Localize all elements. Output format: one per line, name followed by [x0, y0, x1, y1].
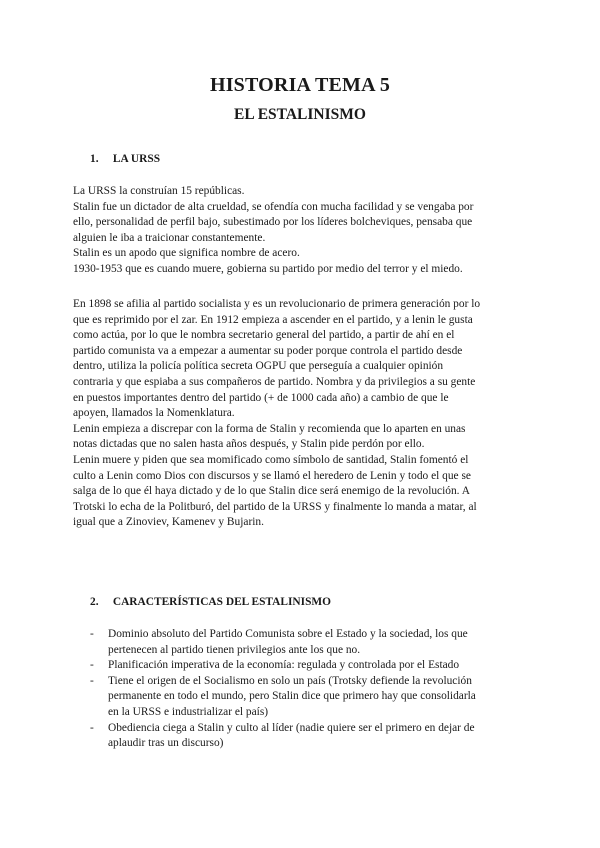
text-line: 1930-1953 que es cuando muere, gobierna su partido por medio del terror y el miedo.	[73, 262, 463, 275]
list-item	[90, 627, 530, 658]
section-1-paragraph-2	[73, 297, 533, 531]
dash-bullet: -	[90, 628, 94, 640]
text-line: en la URSS e industrializar el país)	[108, 705, 269, 718]
text-line: apoyen, llamados la Nomenklatura.	[73, 407, 235, 420]
text-line: ello, personalidad de perfil bajo, subestimado por los líderes bolcheviques, pensaba que	[73, 216, 473, 229]
section-2-heading	[90, 596, 331, 608]
text-line: Stalin fue un dictador de alta crueldad, se ofendía con mucha facilidad y se vengaba por	[73, 200, 474, 213]
section-2-title: CARACTERÍSTICAS DEL ESTALINISMO	[112, 596, 332, 608]
list-item	[90, 674, 530, 721]
text-line: alguien le iba a traicionar constantemente.	[73, 231, 266, 244]
text-line: notas dictadas que no salen hasta años después, y Stalin pide perdón por ello.	[73, 438, 425, 451]
text-line: Dominio absoluto del Partido Comunista sobre el Estado y la sociedad, los que	[108, 628, 468, 640]
text-line: como actúa, por lo que le nombra secretario general del partido, a partir de ahí en el	[73, 329, 455, 342]
text-line: que es reprimido por el zar. En 1912 empieza a ascender en el partido, y a lenin le gusta	[73, 313, 473, 326]
text-line: culto a Lenin como Dios con discursos y se llamó el heredero de Lenin y todo el que se	[73, 469, 471, 482]
text-line: partido comunista va a empezar a aumentar su poder porque controla el partido desde	[73, 344, 463, 357]
text-line: aplaudir tras un discurso)	[108, 737, 224, 750]
dash-bullet: -	[90, 659, 94, 672]
text-line: igual que a Zinoviev, Kamenev y Bujarin.	[73, 516, 264, 529]
text-line: permanente en todo el mundo, pero Stalin dice que primero hay que consolidarla	[108, 690, 476, 703]
text-line: dentro, utiliza la policía política secreta OGPU que perseguía a cualquier opinión	[73, 360, 444, 373]
text-line: La URSS la construían 15 repúblicas.	[73, 185, 245, 197]
list-item	[90, 658, 530, 674]
section-1-title: LA URSS	[112, 153, 161, 165]
text-line: Tiene el origen de el Socialismo en solo un país (Trotsky defiende la revolución	[108, 674, 472, 687]
text-line: En 1898 se afilia al partido socialista y es un revolucionario de primera generación por lo	[73, 298, 481, 310]
text-line: Lenin empieza a discrepar con la forma de Stalin y recomienda que lo aparten en unas	[73, 422, 466, 435]
text-line: Obediencia ciega a Stalin y culto al líder (nadie quiere ser el primero en dejar de	[108, 721, 475, 734]
document-subtitle: EL ESTALINISMO	[234, 106, 366, 123]
document-title: HISTORIA TEMA 5	[209, 74, 391, 96]
section-1-paragraph-1	[73, 184, 533, 278]
section-1-number: 1.	[90, 153, 99, 165]
text-line: pertenecen al partido tienen privilegios ante los que no.	[108, 643, 361, 656]
list-item	[90, 721, 530, 752]
text-line: contraria y que espiaba a sus compañeros de partido. Nombra y da privilegios a su gente	[73, 375, 476, 388]
text-line: en puestos importantes dentro del partido (+ de 1000 cada año) a cambio de que le	[73, 391, 449, 404]
section-2-number: 2.	[90, 596, 99, 608]
dash-bullet: -	[90, 674, 94, 687]
text-line: Trotski lo echa de la Politburó, del partido de la URSS y finalmente lo manda a matar, al	[73, 500, 477, 513]
dash-bullet: -	[90, 721, 94, 734]
section-1-heading	[90, 153, 160, 165]
text-line: salga de lo que él haya dictado y de lo que Stalin dice será enemigo de la revolución. A	[73, 485, 470, 498]
characteristics-list	[90, 627, 530, 752]
text-line: Stalin es un apodo que significa nombre de acero.	[73, 247, 300, 260]
text-line: Lenin muere y piden que sea momificado como símbolo de santidad, Stalin fomentó el	[73, 453, 469, 466]
text-line: Planificación imperativa de la economía: regulada y controlada por el Estado	[108, 659, 460, 672]
